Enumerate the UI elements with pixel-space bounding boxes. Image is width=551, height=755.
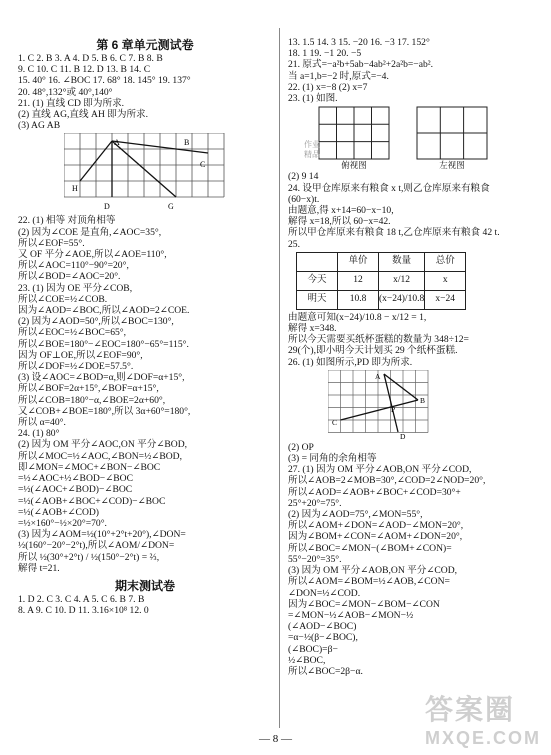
answer-line: 解得 x=348.: [288, 323, 337, 335]
section-title-ch6: 第 6 章单元测试卷: [96, 38, 194, 52]
answer-line: 所以∠AOM=∠BOM=½∠AOB,∠CON=: [288, 576, 450, 588]
answer-line: 由题意可知(x−24)/10.8 − x/12 = 1,: [288, 311, 427, 323]
answer-line: 所以∠MOC=½∠AOC,∠BON=½∠BOD,: [18, 450, 182, 462]
answer-line: 24. 设甲仓库原来有粮食 x t,则乙仓库原来有粮食: [288, 182, 490, 194]
table-cell: 明天: [297, 290, 338, 309]
answer-line: 当 a=1,b=−2 时,原式=−4.: [288, 70, 389, 82]
answer-line: 21. 原式=−a²b+5ab−4ab²+2a²b=−ab².: [288, 59, 434, 71]
label-a: A: [114, 138, 120, 148]
answer-line: 9. C 10. C 11. B 12. D 13. B 14. C: [18, 64, 151, 76]
grid-figure-21: [64, 133, 264, 213]
answer-line: 解得 t=21.: [18, 562, 60, 574]
stamp-seal: 作业 精品: [304, 140, 320, 159]
page-number: — 8 —: [259, 733, 292, 745]
answer-line: 20. 48°,132°或 40°,140°: [18, 86, 113, 98]
answer-line: 所以∠EOF=55°.: [18, 237, 85, 249]
answer-line: 22. (1) 相等 对顶角相等: [18, 215, 116, 227]
label-p26: P: [391, 404, 396, 414]
answer-line: 所以∠DOF=½∠DOE=57.5°.: [18, 361, 134, 373]
answer-line: 所以∠BOD=∠AOC=20°.: [18, 271, 121, 283]
label-g: G: [168, 202, 174, 212]
answer-line: (∠BOC)=β−: [288, 643, 338, 655]
answer-line: 所以今天需要买纸杯蛋糕的数量为 348÷12=: [288, 334, 469, 346]
table-cell: 12: [338, 271, 379, 290]
answer-line: (2) 因为∠AOD=50°,所以∠BOC=130°,: [18, 316, 174, 328]
answer-line: (2) 因为∠AOD=75°,∠MON=55°,: [288, 509, 423, 521]
answers-block-r3: [288, 312, 540, 368]
answer-line: ½∠BOC,: [288, 654, 326, 666]
answer-line: 18. 1 19. −1 20. −5: [288, 48, 362, 60]
right-column: [288, 37, 540, 677]
answer-line: 27. (1) 因为 OM 平分∠AOB,ON 平分∠COD,: [288, 464, 472, 476]
answer-line: =½(∠AOC+∠BOD)−∠BOC: [18, 484, 133, 496]
table-cell: [297, 252, 338, 271]
answer-line: (2) 直线 AG,直线 AH 即为所求.: [18, 109, 149, 121]
answer-line: 所以 α=40°.: [18, 417, 66, 429]
answer-line: 26. (1) 如图所示,PD 即为所求.: [288, 356, 413, 368]
answer-line: =½∠AOC+½∠BOD−∠BOC: [18, 473, 133, 485]
answer-line: (2) 9 14: [288, 171, 319, 183]
left-view-grid: [416, 106, 488, 160]
answers-block-final: [18, 594, 272, 616]
answer-line: ½(160°−20°−2°t),所以∠AOM/∠DON=: [18, 540, 175, 552]
table-cell: x: [425, 271, 466, 290]
grid-figure-26: [328, 370, 438, 440]
answers-block-r2: [288, 171, 540, 249]
answer-line: 所以∠COB=180°−α,∠BOE=2α+60°,: [18, 394, 166, 406]
answers-block-r4: [288, 442, 540, 677]
answer-line: =∠MON−½∠AOB−∠MON−½: [288, 609, 414, 621]
table-cell: 10.8: [338, 290, 379, 309]
answer-line: 1. C 2. B 3. A 4. D 5. B 6. C 7. B 8. B: [18, 53, 163, 64]
watermark-logo: 答案圈 MXQE.COM: [424, 694, 541, 748]
answer-line: 因为∠AOD=∠BOC,所以∠AOD=2∠COE.: [18, 305, 190, 317]
table-cell: 总价: [425, 252, 466, 271]
table-cell: 单价: [338, 252, 379, 271]
answer-line: 所以∠COE=½∠COB.: [18, 293, 108, 305]
left-view-label: 左视图: [439, 160, 465, 171]
answer-line: 15. 40° 16. ∠BOC 17. 68° 18. 145° 19. 137°: [18, 75, 191, 87]
answer-line: 8. A 9. C 10. D 11. 3.16×10⁸ 12. 0: [18, 605, 149, 617]
answer-line: (∠AOD−∠BOC): [288, 621, 357, 633]
answer-line: (60−x)t.: [288, 193, 320, 205]
table-cell: 今天: [297, 271, 338, 290]
answers-block-2: [18, 215, 272, 574]
table-cell: x/12: [379, 271, 425, 290]
answer-line: =½(∠AOB+∠COD): [18, 506, 99, 518]
answer-line: 即∠MON=∠MOC+∠BON−∠BOC: [18, 461, 161, 473]
answer-line: (3) 设∠AOC=∠BOD=α,则∠DOF=α+15°,: [18, 372, 185, 384]
answer-line: 所以∠BOC=∠MON−(∠BOM+∠CON)=: [288, 542, 452, 554]
answer-line: =½(∠AOB+∠BOC+∠COD)−∠BOC: [18, 495, 166, 507]
answer-line: 22. (1) x=−8 (2) x=7: [288, 81, 368, 93]
label-d: D: [104, 202, 110, 212]
answer-line: =½×160°−½×20°=70°.: [18, 517, 107, 529]
answer-line: 25°+20°=75°.: [288, 497, 342, 509]
answer-line: (2) 因为 OM 平分∠AOC,ON 平分∠BOD,: [18, 439, 188, 451]
answer-line: 所以∠AOB=2∠MOB=30°,∠COD=2∠NOD=20°,: [288, 475, 486, 487]
left-column: [18, 37, 272, 616]
answer-line: 13. 1.5 14. 3 15. −20 16. −3 17. 152°: [288, 37, 430, 48]
table-cell: (x−24)/10.8: [379, 290, 425, 309]
answer-line: (3) 因为∠AOM=½(10°+2°t+20°),∠DON=: [18, 529, 186, 541]
label-c: C: [200, 160, 206, 170]
answer-line: 29(个),即小明今天计划买 29 个纸杯蛋糕.: [288, 345, 458, 357]
answer-line: 23. (1) 如图.: [288, 93, 338, 105]
answer-line: 解得 x=18,所以 60−x=42.: [288, 216, 391, 228]
label-h: H: [72, 184, 78, 194]
column-divider: [279, 28, 280, 728]
answer-line: 21. (1) 直线 CD 即为所求.: [18, 97, 125, 109]
views-figure: [318, 106, 540, 171]
table-row: [297, 290, 466, 309]
label-b26: B: [420, 395, 426, 405]
answer-line: 又∠COB+∠BOE=180°,所以 3α+60°=180°,: [18, 405, 191, 417]
answer-line: 所以∠EOC=½∠BOC=65°,: [18, 327, 127, 339]
answer-line: 23. (1) 因为 OE 平分∠COB,: [18, 282, 133, 294]
table-row: [297, 252, 466, 271]
answer-line: 所以∠BOE=180°−∠EOC=180°−65°=115°.: [18, 338, 189, 350]
label-b: B: [184, 138, 190, 148]
answer-line: (3) AG AB: [18, 120, 61, 132]
answer-line: (3) 因为 OM 平分∠AOB,ON 平分∠COD,: [288, 565, 458, 577]
answer-line: 1. D 2. C 3. C 4. A 5. C 6. B 7. B: [18, 593, 145, 605]
answer-line: 因为 OF⊥OE,所以∠EOF=90°,: [18, 349, 143, 361]
table-row: [297, 271, 466, 290]
answer-line: 所以 ½(30°+2°t) / ½(150°−2°t) = ⅔,: [18, 551, 160, 563]
answer-line: 25.: [288, 238, 300, 250]
answer-line: 所以∠AOC=110°−90°=20°,: [18, 260, 129, 272]
answer-line: 由题意,得 x+14=60−x−10,: [288, 205, 394, 217]
label-c26: C: [332, 417, 338, 427]
table-25: [296, 252, 466, 310]
section-title-final: 期末测试卷: [114, 578, 175, 593]
table-cell: 数量: [379, 252, 425, 271]
answer-line: 所以∠AOD=∠AOB+∠BOC+∠COD=30°+: [288, 486, 461, 498]
top-view-label: 俯视图: [341, 160, 367, 171]
table-cell: x−24: [425, 290, 466, 309]
label-d26: D: [400, 431, 406, 440]
answer-line: (2) OP: [288, 441, 314, 453]
answer-line: 又 OF 平分∠AOE,所以∠AOE=110°,: [18, 249, 167, 261]
answer-line: 24. (1) 80°: [18, 428, 60, 440]
answer-line: (3) = 同角的余角相等: [288, 453, 377, 465]
answer-line: (2) 因为∠COE 是直角,∠AOC=35°,: [18, 226, 162, 238]
answer-line: =α−½(β−∠BOC),: [288, 632, 358, 644]
answers-block-1: [18, 53, 272, 131]
answer-line: ∠DON=½∠COD.: [288, 587, 361, 599]
label-a26: A: [375, 371, 381, 381]
answer-line: 所以∠BOC=2β−α.: [288, 665, 363, 677]
answer-line: 55°−20°=35°.: [288, 553, 342, 565]
answer-line: 所以∠AOM+∠DON=∠AOD−∠MON=20°,: [288, 520, 464, 532]
answer-line: 所以∠BOF=2α+15°,∠BOF=α+15°,: [18, 383, 159, 395]
answers-block-r1: [288, 37, 540, 104]
answer-line: 因为∠BOC=∠MON−∠BOM−∠CON: [288, 598, 440, 610]
answer-line: 因为∠BOM+∠CON=∠AOM+∠DON=20°,: [288, 531, 463, 543]
answer-line: 所以甲仓库原来有粮食 18 t,乙仓库原来有粮食 42 t.: [288, 227, 500, 239]
